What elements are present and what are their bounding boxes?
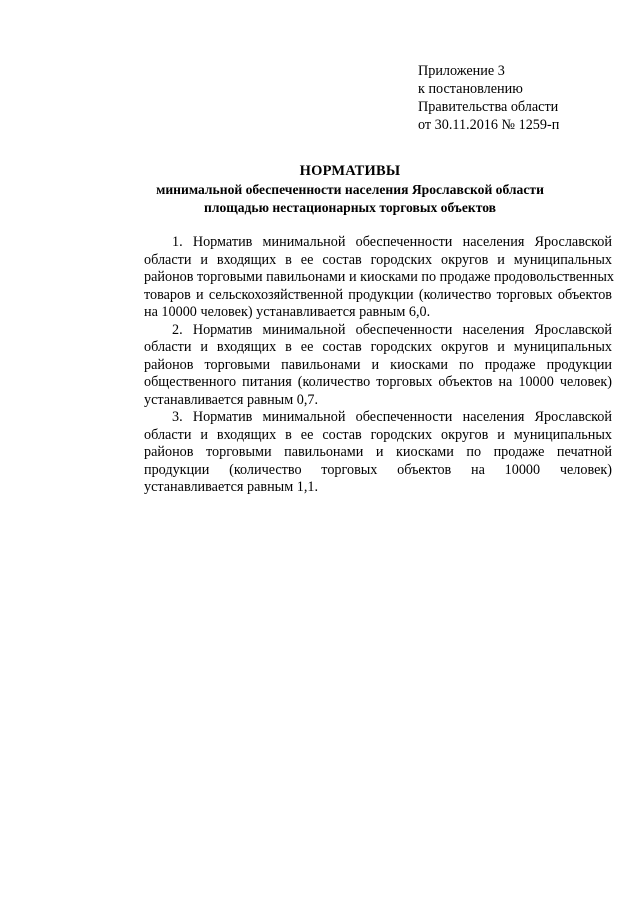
paragraph-line: товаров и сельскохозяйственной продукции (количество торговых объектов (144, 286, 612, 303)
paragraph-line: общественного питания (количество торговых объектов на 10000 человек) (144, 374, 612, 390)
paragraph-line: устанавливается равным 0,7. (144, 391, 319, 408)
appendix-ref-line: к постановлению (418, 81, 523, 97)
paragraph-line: области и входящих в ее состав городских округов и муниципальных (144, 426, 612, 443)
appendix-date-number: от 30.11.2016 № 1259-п (418, 117, 560, 133)
paragraph-line: продукции (количество торговых объектов на 10000 человек) (144, 461, 612, 478)
document-heading (100, 162, 600, 217)
appendix-number: Приложение 3 (418, 63, 505, 79)
paragraph-line: устанавливается равным 1,1. (144, 479, 319, 495)
document-title: НОРМАТИВЫ (299, 163, 401, 179)
paragraph-3 (118, 409, 612, 497)
paragraph-2 (118, 322, 612, 410)
paragraph-line: 1. Норматив минимальной обеспеченности населения Ярославской (172, 234, 612, 250)
appendix-authority: Правительства области (418, 99, 559, 115)
paragraph-line: 3. Норматив минимальной обеспеченности населения Ярославской (172, 409, 612, 425)
paragraph-line: области и входящих в ее состав городских округов и муниципальных (144, 251, 612, 268)
document-subtitle-line-1: минимальной обеспеченности населения Ярославской области (156, 182, 544, 197)
paragraph-line: районов торговыми павильонами и киосками по продаже продукции (144, 356, 612, 373)
paragraph-line: районов торговыми павильонами и киосками по продаже продовольственных (144, 269, 614, 285)
paragraph-line: на 10000 человек) устанавливается равным 6,0. (144, 304, 431, 320)
paragraph-line: 2. Норматив минимальной обеспеченности населения Ярославской (172, 321, 612, 338)
document-body (118, 234, 612, 497)
paragraph-line: районов торговыми павильонами и киосками по продаже печатной (144, 444, 612, 460)
appendix-block (418, 62, 559, 134)
paragraph-line: области и входящих в ее состав городских округов и муниципальных (144, 339, 612, 355)
paragraph-1 (118, 234, 612, 322)
document-subtitle-line-2: площадью нестационарных торговых объектов (203, 200, 497, 215)
